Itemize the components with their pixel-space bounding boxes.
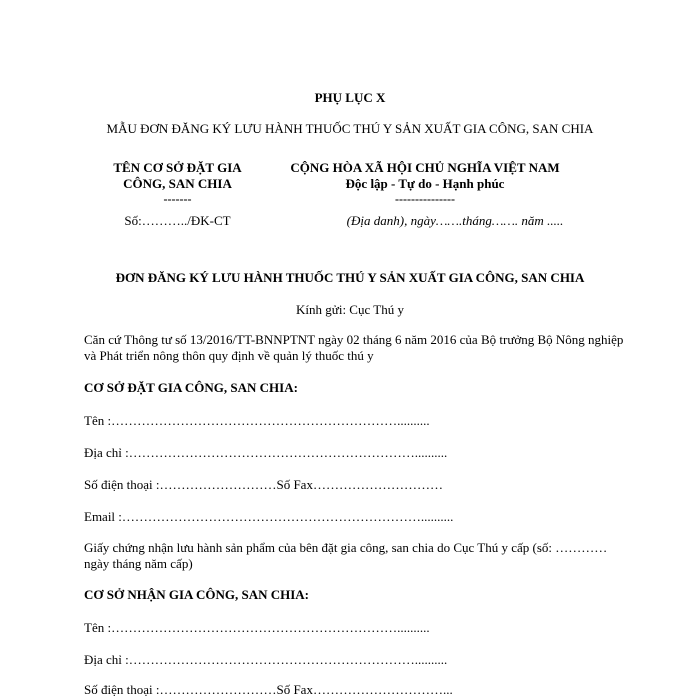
recipient-line: Kính gửi: Cục Thú y [296,302,404,317]
receiving-name-field: Tên :………………………………………………………….......... [84,620,430,635]
ordering-phone-fax-field: Số điện thoại :………………………Số Fax………………………… [84,477,443,492]
ordering-certificate-paragraph: Giấy chứng nhận lưu hành sản phẩm của bên đặt gia công, san chia do Cục Thú y cấp (số: …………ngày tháng năm cấp) [84,540,608,571]
form-template-title: MẪU ĐƠN ĐĂNG KÝ LƯU HÀNH THUỐC THÚ Y SẢN XUẤT GIA CÔNG, SAN CHIA [106,121,594,136]
issuer-name-line-1: TÊN CƠ SỞ ĐẶT GIA [113,160,242,175]
nation-name: CỘNG HÒA XÃ HỘI CHỦ NGHĨA VIỆT NAM [290,160,560,175]
ordering-email-field: Email :…………………………………………………………….......... [84,509,454,524]
receiving-address-field: Địa chỉ :………………………………………………………….......... [84,652,448,667]
main-title: ĐƠN ĐĂNG KÝ LƯU HÀNH THUỐC THÚ Y SẢN XUẤT GIA CÔNG, SAN CHIA [115,270,585,285]
basis-paragraph: Căn cứ Thông tư số 13/2016/TT-BNNPTNT ngày 02 tháng 6 năm 2016 của Bộ trưởng Bộ Nông nghiệp và Phát triển nông thôn quy định về quản lý thuốc thú y [84,332,624,363]
receiving-phone-fax-field: Số điện thoại :………………………Số Fax…………………………... [84,682,453,697]
issuer-divider: ------- [163,192,192,206]
place-date-line: (Địa danh), ngày…….tháng……. năm ..... [346,213,564,228]
receiving-section-heading: CƠ SỞ NHẬN GIA CÔNG, SAN CHIA: [84,587,309,602]
appendix-title: PHỤ LỤC X [314,90,386,105]
ordering-name-field: Tên :………………………………………………………….......... [84,413,430,428]
nation-divider: --------------- [395,192,455,206]
issuer-name-line-2: CÔNG, SAN CHIA [123,176,232,191]
ordering-section-heading: CƠ SỞ ĐẶT GIA CÔNG, SAN CHIA: [84,380,298,395]
nation-motto: Độc lập - Tự do - Hạnh phúc [345,176,505,191]
ordering-address-field: Địa chỉ :………………………………………………………….......... [84,445,448,460]
document-number: Số:………../ĐK-CT [124,213,231,228]
